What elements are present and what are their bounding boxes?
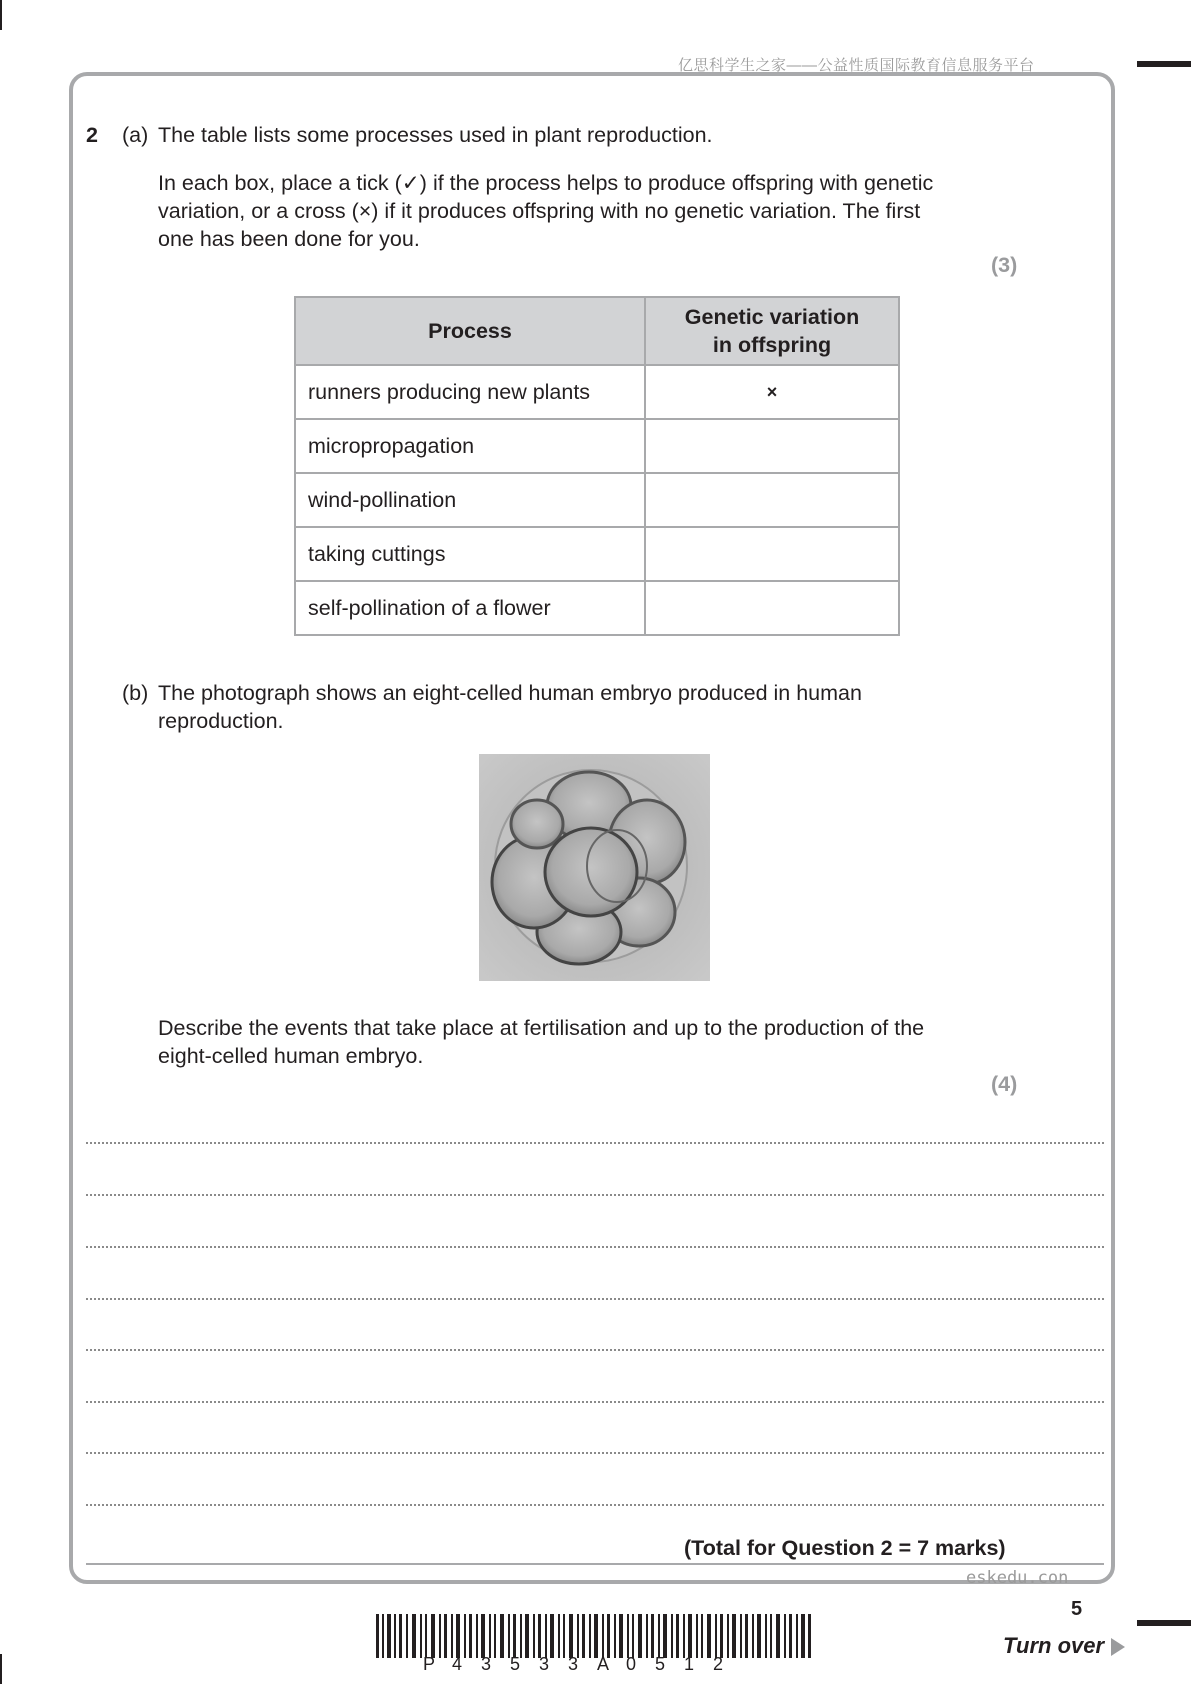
barcode-image	[376, 1614, 812, 1658]
answer-line[interactable]	[86, 1298, 1104, 1300]
barcode-char: A	[597, 1654, 610, 1674]
crop-mark-top-left-v	[0, 0, 2, 30]
turn-over-arrow-icon	[1111, 1638, 1125, 1656]
process-cell: wind-pollination	[295, 473, 645, 527]
process-cell: taking cuttings	[295, 527, 645, 581]
process-cell: runners producing new plants	[295, 365, 645, 419]
process-table	[294, 296, 900, 636]
embryo-photograph	[479, 754, 710, 981]
table-header-row	[295, 297, 899, 365]
part-b-marks: (4)	[991, 1072, 1018, 1096]
header-process: Process	[295, 297, 645, 365]
barcode-text	[423, 1654, 742, 1675]
answer-line[interactable]	[86, 1401, 1104, 1403]
variation-answer-box[interactable]	[645, 581, 899, 635]
total-rule	[86, 1563, 1104, 1565]
answer-line[interactable]	[86, 1452, 1104, 1454]
barcode-char: 1	[684, 1654, 695, 1674]
variation-answer-box[interactable]	[645, 473, 899, 527]
process-cell: self-pollination of a flower	[295, 581, 645, 635]
part-a-label: (a)	[122, 123, 149, 147]
table-row	[295, 419, 899, 473]
part-a-instruction-line-3: one has been done for you.	[158, 227, 420, 251]
variation-answer-cell: ×	[645, 365, 899, 419]
barcode-char: 5	[655, 1654, 666, 1674]
answer-line[interactable]	[86, 1246, 1104, 1248]
barcode-char: P	[423, 1654, 436, 1674]
part-a-instruction-line-2: variation, or a cross (×) if it produces offspring with no genetic variation. The first	[158, 199, 921, 223]
answer-line[interactable]	[86, 1142, 1104, 1144]
barcode-char: 3	[481, 1654, 492, 1674]
eight-celled-embryo-image	[479, 754, 710, 981]
part-b-label: (b)	[122, 681, 149, 705]
barcode-char: 4	[452, 1654, 463, 1674]
header-watermark: 亿思科学生之家——公益性质国际教育信息服务平台	[678, 57, 1035, 74]
table-row	[295, 581, 899, 635]
variation-answer-box[interactable]	[645, 527, 899, 581]
barcode-char: 3	[539, 1654, 550, 1674]
question-number: 2	[86, 123, 98, 147]
question-total: (Total for Question 2 = 7 marks)	[684, 1536, 1006, 1560]
part-b-intro-line-2: reproduction.	[158, 709, 284, 733]
table-row	[295, 473, 899, 527]
answer-line[interactable]	[86, 1504, 1104, 1506]
part-b-intro-line-1: The photograph shows an eight-celled human embryo produced in human	[158, 681, 862, 705]
crop-mark-right-bottom	[1137, 1620, 1191, 1626]
header-genetic-variation	[645, 297, 899, 365]
part-b-task-line-1: Describe the events that take place at fertilisation and up to the production of the	[158, 1016, 925, 1040]
table-row	[295, 365, 899, 419]
part-a-intro: The table lists some processes used in plant reproduction.	[158, 123, 713, 147]
answer-line[interactable]	[86, 1194, 1104, 1196]
header-genetic-variation-line-2: in offspring	[712, 333, 832, 357]
barcode-char: 3	[568, 1654, 579, 1674]
turn-over-label: Turn over	[1003, 1633, 1105, 1658]
table-row	[295, 527, 899, 581]
part-b-task-line-2: eight-celled human embryo.	[158, 1044, 424, 1068]
barcode-char: 5	[510, 1654, 521, 1674]
answer-line[interactable]	[86, 1349, 1104, 1351]
footer-site-watermark: eskedu.con	[966, 1568, 1069, 1588]
part-a-instruction-line-1: In each box, place a tick (✓) if the process helps to produce offspring with genetic	[158, 171, 934, 195]
barcode-char: 0	[626, 1654, 637, 1674]
part-a-marks: (3)	[991, 253, 1018, 277]
crop-mark-bottom-left-v	[0, 1654, 2, 1684]
crop-mark-right-top	[1137, 61, 1191, 67]
barcode-char: 2	[713, 1654, 724, 1674]
header-genetic-variation-line-1: Genetic variation	[684, 305, 860, 329]
page-number: 5	[1071, 1598, 1083, 1620]
process-cell: micropropagation	[295, 419, 645, 473]
variation-answer-box[interactable]	[645, 419, 899, 473]
